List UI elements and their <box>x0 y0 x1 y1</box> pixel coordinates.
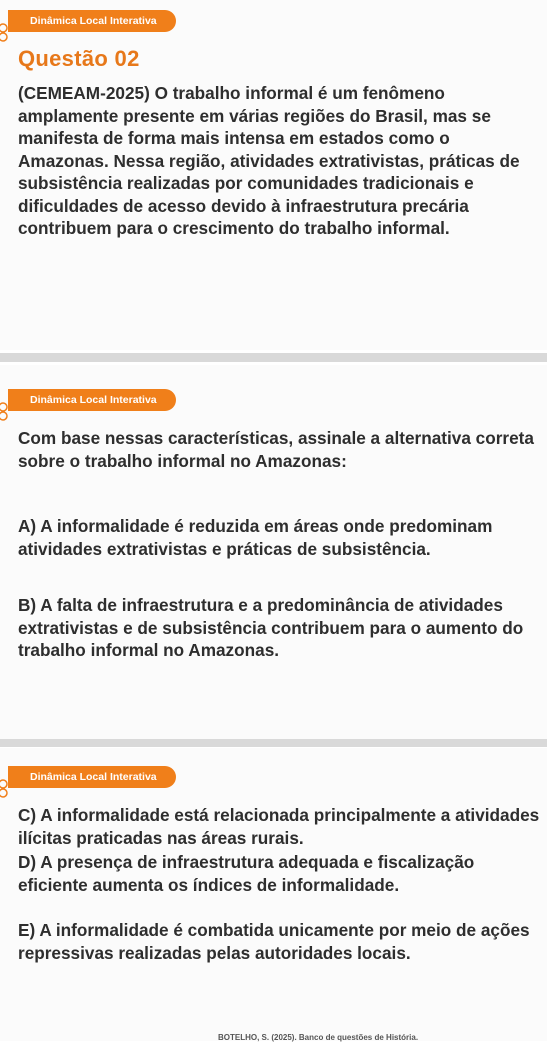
option-e: E) A informalidade é combatida unicamente por meio de ações repressivas realizadas pelas autoridades locais. <box>18 920 530 963</box>
slide-question-options-c-e <box>0 748 547 1041</box>
badge-label: Dinâmica Local Interativa <box>8 10 176 32</box>
pin-icon <box>0 22 10 44</box>
slide-question-options-a-b <box>0 365 547 739</box>
question-context-text: (CEMEAM-2025) O trabalho informal é um fenômeno amplamente presente em várias regiões do Brasil, mas se manifesta de forma mais intensa em estados como o Amazonas. Nessa região, atividades extrativistas, práticas de subsistência realizadas por comunidades tradicionais e dificuldades de acesso devido à infraestrutura precária contribuem para o crescimento do trabalho informal. <box>18 83 520 238</box>
slide-question-intro <box>0 0 547 350</box>
badge-label: Dinâmica Local Interativa <box>8 389 176 411</box>
option-b: B) A falta de infraestrutura e a predominância de atividades extrativistas e de subsistência contribuem para o aumento do trabalho informal no Amazonas. <box>18 595 524 660</box>
option-a: A) A informalidade é reduzida em áreas onde predominam atividades extrativistas e práticas de subsistência. <box>18 516 493 559</box>
option-d: D) A presença de infraestrutura adequada e fiscalização eficiente aumenta os índices de informalidade. <box>18 852 475 895</box>
slide-divider <box>0 353 547 362</box>
question-title: Questão 02 <box>18 46 140 71</box>
badge-label: Dinâmica Local Interativa <box>8 766 176 788</box>
option-c: C) A informalidade está relacionada principalmente a atividades ilícitas praticadas nas áreas rurais. <box>18 805 540 848</box>
source-citation: BOTELHO, S. (2025). Banco de questões de História. <box>218 1033 419 1042</box>
pin-icon <box>0 401 10 423</box>
slide-divider <box>0 739 547 747</box>
pin-icon <box>0 778 10 800</box>
question-stem: Com base nessas características, assinale a alternativa correta sobre o trabalho informal no Amazonas: <box>18 428 534 471</box>
